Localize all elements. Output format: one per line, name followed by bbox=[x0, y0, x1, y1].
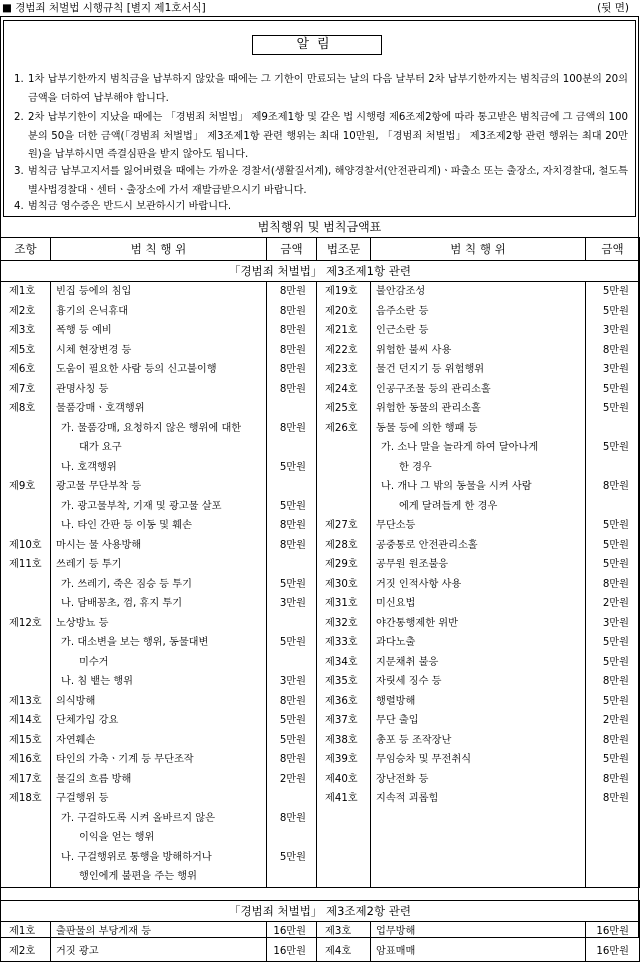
table-row bbox=[1, 594, 640, 614]
left-article bbox=[1, 497, 50, 517]
table-row bbox=[1, 942, 640, 962]
table-row bbox=[1, 302, 640, 322]
right-violation: 물건 던지기 등 위험행위 bbox=[376, 364, 485, 375]
right-violation: 인근소란 등 bbox=[376, 325, 429, 336]
left-fine: 5만원 bbox=[279, 500, 306, 512]
right-violation: 위험한 동물의 관리소홀 bbox=[376, 403, 481, 414]
left-fine: 8만원 bbox=[279, 539, 306, 551]
table-row bbox=[1, 477, 640, 497]
left-fine bbox=[267, 614, 316, 634]
right-violation: 장난전화 등 bbox=[376, 773, 429, 785]
right-article: 제20호 bbox=[325, 305, 358, 317]
left-violation: 행인에게 불편을 주는 행위 bbox=[79, 871, 197, 882]
left-violation: 대가 요구 bbox=[79, 442, 122, 453]
column-header: 법조문 bbox=[317, 238, 371, 261]
left-violation: 가. 쓰레기, 죽은 짐승 등 투기 bbox=[61, 578, 192, 590]
right-fine bbox=[586, 848, 639, 868]
left-fine: 16만원 bbox=[273, 926, 306, 937]
left-fine: 8만원 bbox=[279, 383, 306, 395]
left-fine: 8만원 bbox=[279, 754, 306, 765]
notice-title: 알림 bbox=[252, 35, 382, 55]
left-violation: 나. 침 뱉는 행위 bbox=[61, 676, 133, 687]
table-row bbox=[1, 633, 640, 653]
left-fine: 8만원 bbox=[279, 305, 306, 317]
right-article: 제41호 bbox=[325, 793, 358, 804]
right-fine: 5만원 bbox=[602, 754, 629, 765]
left-violation: 물품강매ㆍ호객행위 bbox=[56, 403, 145, 414]
left-fine: 5만원 bbox=[279, 734, 306, 746]
column-header: 금액 bbox=[267, 238, 317, 261]
left-violation: 구걸행위 등 bbox=[56, 793, 109, 804]
table-row bbox=[1, 770, 640, 790]
right-article: 제37호 bbox=[325, 715, 358, 726]
left-violation: 이익을 얻는 행위 bbox=[79, 832, 155, 843]
table-row bbox=[1, 438, 640, 458]
table-row bbox=[1, 867, 640, 887]
left-violation: 자연훼손 bbox=[56, 734, 96, 746]
table-row bbox=[1, 575, 640, 595]
table-row bbox=[1, 809, 640, 829]
left-violation: 타인의 가축ㆍ기계 등 무단조작 bbox=[56, 754, 194, 765]
right-article bbox=[317, 438, 370, 458]
left-violation: 마시는 물 사용방해 bbox=[56, 539, 142, 551]
left-article: 제7호 bbox=[9, 383, 36, 395]
right-fine bbox=[586, 828, 639, 848]
notice-item-number: 4. bbox=[14, 201, 24, 212]
left-fine: 5만원 bbox=[279, 715, 306, 726]
right-violation: 공중통로 안전관리소홀 bbox=[376, 539, 478, 551]
left-violation: 도움이 필요한 사람 등의 신고불이행 bbox=[56, 364, 217, 375]
right-fine: 5만원 bbox=[602, 403, 629, 414]
right-fine: 5만원 bbox=[602, 442, 629, 453]
table-row bbox=[1, 672, 640, 692]
table-row bbox=[1, 399, 640, 419]
left-fine: 8만원 bbox=[279, 812, 306, 824]
notice-item bbox=[14, 198, 628, 217]
right-article: 제28호 bbox=[325, 539, 358, 551]
right-fine bbox=[586, 419, 639, 439]
right-fine: 5만원 bbox=[602, 286, 629, 297]
left-fine bbox=[267, 477, 316, 497]
left-violation: 흉기의 은닉휴대 bbox=[56, 305, 129, 317]
left-violation: 출판물의 부당게재 등 bbox=[56, 926, 152, 937]
table-row bbox=[1, 750, 640, 770]
right-fine bbox=[586, 867, 639, 887]
left-article: 제12호 bbox=[9, 617, 42, 629]
table-row bbox=[1, 282, 640, 302]
left-article bbox=[1, 653, 50, 673]
right-article bbox=[317, 497, 370, 517]
table-header-row bbox=[1, 238, 640, 261]
table-row bbox=[1, 614, 640, 634]
left-article: 제11호 bbox=[9, 559, 42, 570]
right-fine: 5만원 bbox=[602, 305, 629, 317]
left-violation: 시체 현장변경 등 bbox=[56, 344, 132, 356]
right-article: 제25호 bbox=[325, 403, 358, 414]
right-article bbox=[317, 477, 370, 497]
right-fine: 2만원 bbox=[602, 715, 629, 726]
notice-box bbox=[3, 20, 636, 217]
notice-item-number: 1. bbox=[14, 74, 24, 85]
right-violation: 행렬방해 bbox=[376, 695, 416, 707]
right-violation: 무단소등 bbox=[376, 520, 416, 531]
left-article bbox=[1, 438, 50, 458]
left-violation: 노상방뇨 등 bbox=[56, 617, 109, 629]
left-violation: 가. 대소변을 보는 행위, 동물대변 bbox=[61, 637, 209, 648]
right-article: 제34호 bbox=[325, 656, 358, 668]
left-violation: 가. 물품강매, 요청하지 않은 행위에 대한 bbox=[61, 422, 242, 434]
right-fine bbox=[586, 809, 639, 829]
table-row bbox=[1, 828, 640, 848]
right-article: 제19호 bbox=[325, 286, 358, 297]
right-article: 제27호 bbox=[325, 520, 358, 531]
table-row bbox=[1, 321, 640, 341]
notice-item bbox=[14, 163, 628, 200]
left-article: 제16호 bbox=[9, 754, 42, 765]
left-fine bbox=[267, 867, 316, 887]
right-violation: 암표매매 bbox=[376, 945, 416, 957]
right-fine: 8만원 bbox=[602, 481, 629, 492]
right-article: 제38호 bbox=[325, 734, 358, 746]
right-fine: 8만원 bbox=[602, 773, 629, 785]
left-violation: 관명사칭 등 bbox=[56, 383, 109, 395]
left-article: 제9호 bbox=[9, 481, 36, 492]
left-fine: 8만원 bbox=[279, 344, 306, 356]
right-violation: 지문채취 불응 bbox=[376, 656, 439, 668]
left-fine: 5만원 bbox=[279, 851, 306, 863]
right-violation bbox=[371, 867, 585, 887]
table-row bbox=[1, 536, 640, 556]
right-violation: 동물 등에 의한 행패 등 bbox=[376, 422, 478, 434]
right-fine: 16만원 bbox=[596, 945, 629, 957]
right-violation: 한 경우 bbox=[399, 461, 432, 473]
right-fine bbox=[586, 497, 639, 517]
left-violation: 나. 구걸행위로 통행을 방해하거나 bbox=[61, 851, 212, 863]
right-fine: 8만원 bbox=[602, 793, 629, 804]
left-fine: 8만원 bbox=[279, 286, 306, 297]
left-fine bbox=[267, 828, 316, 848]
left-article: 제14호 bbox=[9, 715, 42, 726]
right-violation: 미신요법 bbox=[376, 598, 416, 609]
fine-table-title: 범칙행위 및 범칙금액표 bbox=[257, 220, 382, 234]
left-fine: 3만원 bbox=[279, 598, 306, 609]
left-violation: 광고물 무단부착 등 bbox=[56, 481, 142, 492]
left-violation: 단체가입 강요 bbox=[56, 715, 119, 726]
right-article bbox=[317, 458, 370, 478]
right-violation: 무단 출입 bbox=[376, 715, 419, 726]
table-row bbox=[1, 922, 640, 942]
left-article: 제1호 bbox=[9, 286, 36, 297]
right-violation: 불안감조성 bbox=[376, 286, 426, 297]
notice-item-number: 2. bbox=[14, 112, 24, 123]
right-article: 제36호 bbox=[325, 695, 358, 707]
form-header bbox=[0, 0, 641, 16]
right-article: 제23호 bbox=[325, 364, 358, 375]
table-row bbox=[1, 653, 640, 673]
right-violation: 에게 달려들게 한 경우 bbox=[399, 500, 498, 512]
table-row bbox=[1, 341, 640, 361]
right-article: 제3호 bbox=[325, 926, 352, 937]
left-fine: 8만원 bbox=[279, 422, 306, 434]
right-violation: 무임승차 및 무전취식 bbox=[376, 754, 472, 765]
left-article bbox=[1, 419, 50, 439]
left-violation: 의식방해 bbox=[56, 695, 96, 707]
table-row bbox=[1, 731, 640, 751]
left-fine bbox=[267, 438, 316, 458]
right-fine: 3만원 bbox=[602, 325, 629, 336]
left-article: 제8호 bbox=[9, 403, 36, 414]
right-fine: 8만원 bbox=[602, 734, 629, 746]
right-article: 제24호 bbox=[325, 383, 358, 395]
left-fine: 5만원 bbox=[279, 637, 306, 648]
left-article bbox=[1, 672, 50, 692]
right-fine: 3만원 bbox=[602, 364, 629, 375]
right-fine: 5만원 bbox=[602, 637, 629, 648]
table-row bbox=[1, 516, 640, 536]
left-fine bbox=[267, 555, 316, 575]
right-violation: 야간통행제한 위반 bbox=[376, 617, 458, 629]
left-article bbox=[1, 867, 50, 887]
right-fine: 16만원 bbox=[596, 926, 629, 937]
fine-table-section-2 bbox=[0, 900, 640, 962]
left-fine: 8만원 bbox=[279, 364, 306, 375]
table-row bbox=[1, 711, 640, 731]
right-article: 제39호 bbox=[325, 754, 358, 765]
right-violation: 가. 소나 말을 놀라게 하여 달아나게 bbox=[381, 442, 539, 453]
left-violation: 물길의 흐름 방해 bbox=[56, 773, 132, 785]
notice-item-text: 2차 납부기한이 지났을 때에는 「경범죄 처벌법」 제9조제1항 및 같은 법 시행령 제6조제2항에 따라 통고받은 범칙금에 그 금액의 100분의 50을 더한 금액(「경범죄 처벌법」 제3조제1항 관련 행위는 최대 10만원, 「경범죄 처벌법」 제3조제2항 관련 행위는 최대 20만원)을 납부하시면 즉결심판을 받지 않아도 됩니다. bbox=[28, 112, 628, 160]
right-violation bbox=[371, 809, 585, 829]
right-violation: 지속적 괴롭힘 bbox=[376, 793, 439, 804]
right-article bbox=[317, 848, 370, 868]
left-violation: 미수거 bbox=[79, 656, 109, 668]
form-reference: ■ 경범죄 처벌법 시행규칙 [별지 제1호서식] bbox=[2, 2, 206, 14]
left-article: 제17호 bbox=[9, 773, 42, 785]
left-fine bbox=[267, 653, 316, 673]
left-article: 제3호 bbox=[9, 325, 36, 336]
right-violation: 위험한 불씨 사용 bbox=[376, 344, 452, 356]
right-fine: 5만원 bbox=[602, 656, 629, 668]
right-fine: 5만원 bbox=[602, 559, 629, 570]
right-article: 제40호 bbox=[325, 773, 358, 785]
right-article: 제22호 bbox=[325, 344, 358, 356]
left-article bbox=[1, 594, 50, 614]
left-violation: 가. 광고물부착, 기재 및 광고물 살포 bbox=[61, 500, 222, 512]
left-article bbox=[1, 848, 50, 868]
table-row bbox=[1, 458, 640, 478]
left-article: 제13호 bbox=[9, 695, 42, 707]
column-header: 금액 bbox=[586, 238, 640, 261]
right-article: 제21호 bbox=[325, 325, 358, 336]
left-fine: 8만원 bbox=[279, 695, 306, 707]
column-header: 조항 bbox=[1, 238, 51, 261]
fine-table bbox=[0, 237, 640, 888]
left-fine: 2만원 bbox=[279, 773, 306, 785]
right-fine bbox=[586, 458, 639, 478]
left-article: 제6호 bbox=[9, 364, 36, 375]
left-fine: 8만원 bbox=[279, 520, 306, 531]
right-fine: 5만원 bbox=[602, 383, 629, 395]
table-row bbox=[1, 789, 640, 809]
notice-item-number: 3. bbox=[14, 166, 24, 177]
right-article bbox=[317, 828, 370, 848]
right-violation: 인공구조물 등의 관리소홀 bbox=[376, 383, 491, 395]
right-article: 제26호 bbox=[325, 422, 358, 434]
table-row bbox=[1, 380, 640, 400]
right-article: 제33호 bbox=[325, 637, 358, 648]
right-article: 제32호 bbox=[325, 617, 358, 629]
left-article bbox=[1, 458, 50, 478]
left-violation: 거짓 광고 bbox=[56, 945, 99, 957]
right-article: 제30호 bbox=[325, 578, 358, 590]
left-article: 제18호 bbox=[9, 793, 42, 804]
table-row bbox=[1, 360, 640, 380]
left-article bbox=[1, 633, 50, 653]
table-row bbox=[1, 555, 640, 575]
left-fine bbox=[267, 789, 316, 809]
right-violation: 공무원 원조불응 bbox=[376, 559, 449, 570]
right-fine: 5만원 bbox=[602, 539, 629, 551]
page-side-label: (뒷 면) bbox=[597, 2, 629, 14]
left-article bbox=[1, 575, 50, 595]
notice-item bbox=[14, 109, 628, 165]
left-article: 제15호 bbox=[9, 734, 42, 746]
right-violation: 과다노출 bbox=[376, 637, 416, 648]
right-fine: 2만원 bbox=[602, 598, 629, 609]
column-header: 범 칙 행 위 bbox=[51, 238, 267, 261]
section-row bbox=[1, 261, 640, 282]
right-violation: 총포 등 조작장난 bbox=[376, 734, 452, 746]
right-article bbox=[317, 867, 370, 887]
right-violation: 나. 개나 그 밖의 동물을 시켜 사람 bbox=[381, 481, 532, 492]
left-article: 제2호 bbox=[9, 305, 36, 317]
left-violation: 나. 담배꽁초, 껌, 휴지 투기 bbox=[61, 598, 183, 609]
table-row bbox=[1, 848, 640, 868]
right-violation bbox=[371, 828, 585, 848]
left-article: 제10호 bbox=[9, 539, 42, 551]
left-fine: 5만원 bbox=[279, 578, 306, 590]
table-row bbox=[1, 692, 640, 712]
left-violation: 쓰레기 등 투기 bbox=[56, 559, 122, 570]
right-fine: 3만원 bbox=[602, 617, 629, 629]
column-header: 범 칙 행 위 bbox=[371, 238, 586, 261]
right-article: 제4호 bbox=[325, 945, 352, 957]
section-heading: 「경범죄 처벌법」 제3조제1항 관련 bbox=[1, 261, 640, 282]
left-violation: 나. 호객행위 bbox=[61, 461, 117, 473]
right-fine: 5만원 bbox=[602, 695, 629, 707]
left-fine: 5만원 bbox=[279, 461, 306, 473]
section-row bbox=[1, 901, 640, 922]
left-article bbox=[1, 516, 50, 536]
section-heading: 「경범죄 처벌법」 제3조제2항 관련 bbox=[1, 901, 640, 922]
right-article: 제31호 bbox=[325, 598, 358, 609]
table-row bbox=[1, 497, 640, 517]
left-violation: 나. 타인 간판 등 이동 및 훼손 bbox=[61, 520, 192, 531]
notice-item-text: 1차 납부기한까지 범칙금을 납부하지 않았을 때에는 그 기한이 만료되는 날의 다음 날부터 2차 납부기한까지는 범칙금의 100분의 20의 금액을 더하여 납부해야 합니다. bbox=[28, 74, 628, 104]
left-article: 제5호 bbox=[9, 344, 36, 356]
right-fine: 5만원 bbox=[602, 520, 629, 531]
left-fine: 16만원 bbox=[273, 945, 306, 957]
table-row bbox=[1, 419, 640, 439]
left-violation: 빈집 등에의 침입 bbox=[56, 286, 132, 297]
left-article: 제2호 bbox=[9, 945, 36, 957]
right-violation: 거짓 인적사항 사용 bbox=[376, 578, 462, 590]
right-violation: 음주소란 등 bbox=[376, 305, 429, 317]
left-fine: 3만원 bbox=[279, 676, 306, 687]
left-fine bbox=[267, 399, 316, 419]
left-article: 제1호 bbox=[9, 926, 36, 937]
right-fine: 8만원 bbox=[602, 676, 629, 687]
left-article bbox=[1, 828, 50, 848]
right-article bbox=[317, 809, 370, 829]
notice-item bbox=[14, 71, 628, 108]
right-fine: 8만원 bbox=[602, 578, 629, 590]
right-violation bbox=[371, 848, 585, 868]
notice-item-text: 범칙금 영수증은 반드시 보관하시기 바랍니다. bbox=[28, 201, 232, 212]
notice-item-text: 범칙금 납부고지서를 잃어버렸을 때에는 가까운 경찰서(생활질서계), 해양경찰서(안전관리계)ㆍ파출소 또는 출장소, 자치경찰대, 철도특별사법경찰대ㆍ센터ㆍ출장소에 가서 재발급받으시기 바랍니다. bbox=[28, 166, 628, 196]
right-violation: 자릿세 징수 등 bbox=[376, 676, 442, 687]
left-violation: 가. 구걸하도록 시켜 올바르지 않은 bbox=[61, 812, 215, 824]
left-violation: 폭행 등 예비 bbox=[56, 325, 112, 336]
right-article: 제35호 bbox=[325, 676, 358, 687]
right-article: 제29호 bbox=[325, 559, 358, 570]
left-fine: 8만원 bbox=[279, 325, 306, 336]
right-violation: 업무방해 bbox=[376, 926, 416, 937]
right-fine: 8만원 bbox=[602, 344, 629, 356]
left-article bbox=[1, 809, 50, 829]
